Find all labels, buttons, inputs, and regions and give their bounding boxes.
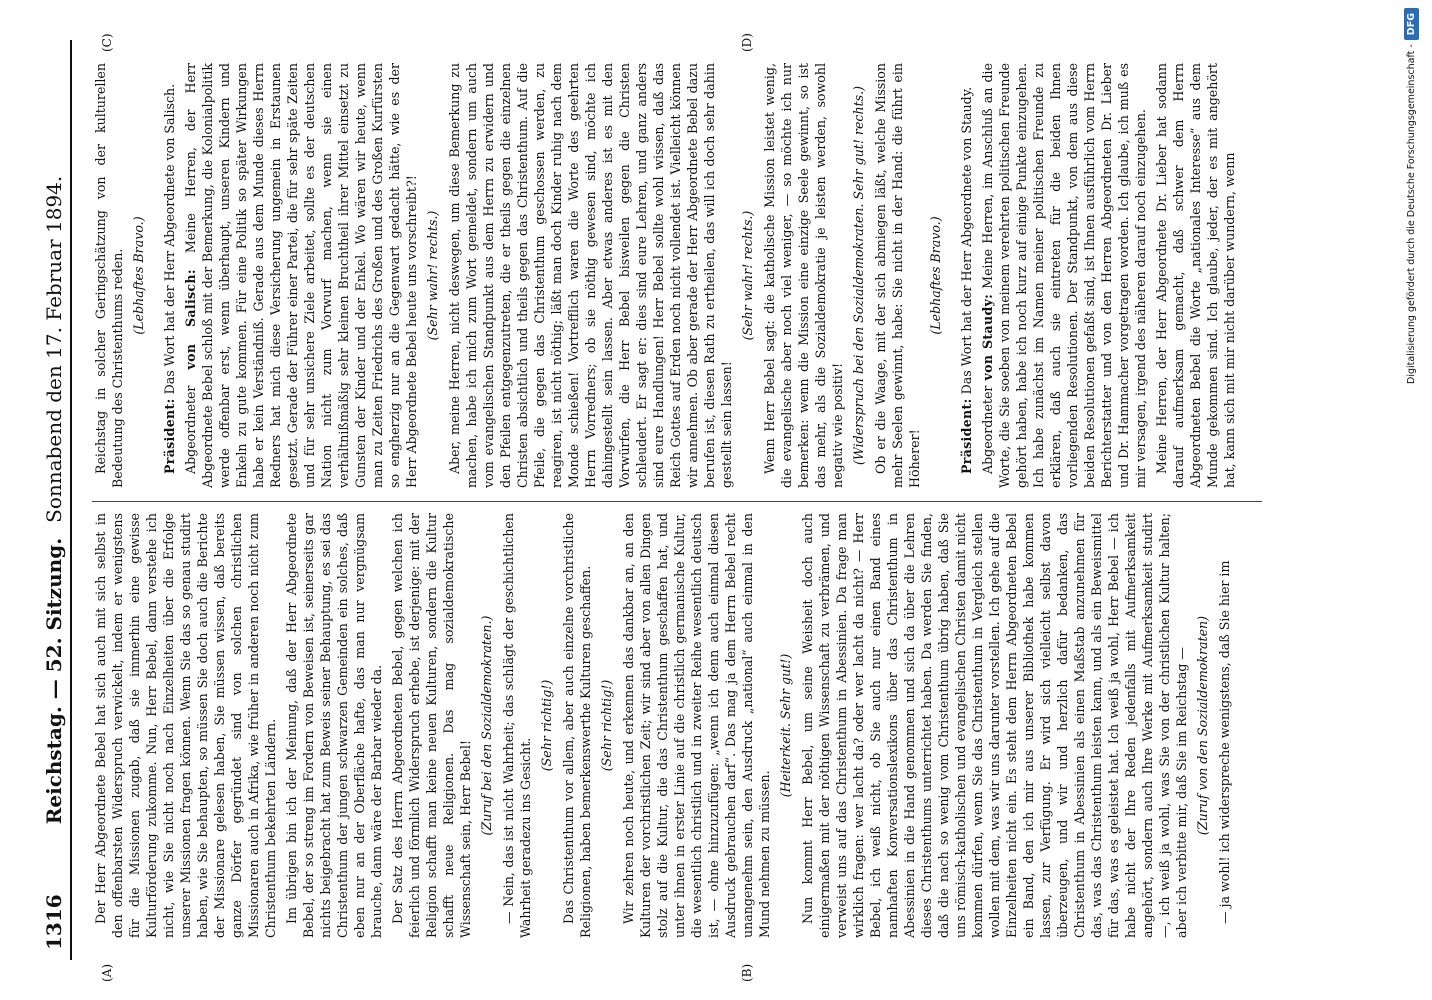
- speech-text: Das Wort hat der Herr Abgeordnete von Salisch.: [162, 83, 177, 399]
- page-number: 1316: [42, 894, 66, 950]
- digitization-footer: [1404, 8, 1426, 1000]
- session-label: Reichstag. — 52. Sitzung.: [42, 537, 66, 825]
- speaker-paragraph: [979, 63, 1149, 488]
- interjection: (Sehr wahr! rechts.): [425, 210, 440, 341]
- interjection: (Sehr richtig!): [539, 679, 554, 772]
- margin-marker-d: (D): [740, 33, 754, 52]
- speaker-role: Abgeordneter: [183, 369, 198, 474]
- speech-text: Meine Herren, der Herr Abgeordnete Bebel schloß mit der Bemerkung, die Kolonialpolitik werde offenbar erst, wenn überhaupt, unseren Kindern und Enkeln zu gute kommen. Für eine Politik so später Wirkungen habe er kein Verständniß. Gerade aus dem Munde dieses Herrn Redners hat mich diese Versicherung ungemein in Erstaunen gesetzt. Gerade der Führer einer Partei, die für sehr späte Zeiten und für sehr unsichere Ziele arbeitet, sollte es der deutschen Nation nicht zum Vorwurf machen, wenn sie einen verhältnißmäßig sehr kleinen Bruchtheil ihrer Mittel einsetzt zu Gunsten der Kinder und der Enkel. Wo wären wir heute, wenn man zu Zeiten Friedrichs des Großen und des Großen Kurfürsten so engherzig nur an die Gegenwart gedacht hätte, wie es der Herr Abgeordnete Bebel heute uns vorschreibt?!: [183, 63, 419, 488]
- paragraph: Nun kommt Herr Bebel, um seine Weisheit doch auch einigermaßen mit der nöthigen Wissenschaft zu verbrämen, und verweist uns auf das Christenthum in Abessinien. Da frage man wirklich fragen: wer lacht da? oder wer lacht da nicht? — Herr Bebel, ich weiß nicht, ob Sie auch nur einen Band eines namhaften Konversationslexikons über das Christenthum in Abessinien in die Hand genommen und sich da über die Lehren dieses Christenthums unterrichtet haben. Da werden Sie finden, daß die nach so wenig vom Christenthum übrig haben, daß Sie uns römisch-katholischen und evangelischen Christen damit nicht kommen dürfen, wenn Sie das Christenthum in Vergleich stellen wollen mit dem, was wir uns darunter vorstellen. Ich gehe auf die Einzelheiten nicht ein. Es steht dem Herrn Abgeordneten Bebel ein Band, den ich mir aus unserer Bibliothek habe kommen lassen, zur Verfügung. Er wird sich vielleicht selbst davon überzeugen, und wir und herzlich dafür bedanken, das Christenthum in Abessinien als einen Maßstab anzunehmen für das, was das Christenthum leisten kann, und als ein Beweismittel für das, was es geleistet hat. Ich weiß ja wohl, Herr Bebel — ich habe nicht der Ihre Reden jedenfalls mit Aufmerksamkeit angehört, sondern auch Ihre Werke mit Aufmerksamkeit studirt —, ich weiß ja wohl, was Sie von der christlichen Kultur halten; aber ich verbitte mir, daß Sie im Reichstag —: [800, 513, 1189, 938]
- interjection: (Sehr richtig!): [599, 679, 614, 772]
- paragraph: Das Christenthum vor allem, aber auch einzelne vorchristliche Religionen, haben bemerkenswerthe Kulturen geschaffen.: [561, 513, 593, 938]
- speaker-paragraph: [161, 63, 178, 488]
- speaker-name: Präsident:: [959, 398, 974, 474]
- right-column: [92, 63, 1272, 488]
- paragraph: Der Herr Abgeordnete Bebel hat sich auch mit sich selbst in den offenbarsten Widerspruch verwickelt, indem er wenigstens für die Missionen zugab, daß sie immerhin eine gewisse Kulturförderung zukomme. Nun, Herr Bebel, dann verstehe ich nicht, wie Sie nicht noch nach Einzelheiten über die Erfolge unserer Missionen fragen können. Wenn Sie das so genau studirt haben, wie Sie behaupten, so müssen Sie doch auch die Berichte der Missionare gelesen haben, Sie müssen wissen, daß bereits ganze Dörfer gegründet sind von solchen christlichen Missionaren auch in Afrika, wie früher in anderen noch nicht zum Christenthum bekehrten Ländern.: [93, 513, 278, 938]
- paragraph: Ob er die Waage, mit der sich abmiegen läßt, welche Mission mehr Seelen gewinnt, habe: Sie nicht in der Hand: die führt ein Höherer!: [873, 63, 922, 488]
- paragraph: Aber, meine Herren, nicht deswegen, um diese Bemerkung zu machen, habe ich mich zum Wort gemeldet, sondern um auch vom evangelischen Standpunkt aus dem Herrn zu erwidern und den Pfeilen entgegenzutreten, die er theils gegen die einzelnen Christen absichtlich und theils gegen das Christenthum. Auf die Pfeile, die gegen das Christenthum geschossen werden, zu reagiren, ist nicht nöthig; läßt man doch Kinder ruhig nach dem Monde schießen! Vortrefflich waren die Worte des geehrten Herrn Vorredners; ob sie nöthig gewesen sind, möchte ich dahingestellt sein lassen. Aber etwas anderes ist es mit den Vorwürfen, die Herr Bebel bisweilen gegen die Christen schleudert. Er sagt er: dies sind eure Lehren, und ganz anders sind eure Handlungen! Herr Bebel sollte wohl wissen, daß das Reich Gottes auf Erden noch nicht vollendet ist. Vielleicht können wir annehmen. Ob aber gerade der Herr Abgeordnete Bebel dazu berufen ist, diesen Rath zu ertheilen, das will ich doch sehr dahin gestellt sein lassen!: [447, 63, 734, 488]
- paragraph: Wir zehren noch heute, und erkennen das dankbar an, an den Kulturen der vorchristlichen Zeit; wir sind aber von allen Dingen stolz auf die Kultur, die das Christenthum geschaffen hat, und unter ihnen in erster Linie auf die christlich germanische Kultur, die wesentlich christlich und in zweiter Reihe wesentlich deutsch ist, — ohne hinzuzufügen: „wenn ich denn auch einmal diesen Ausdruck gebrauchen darf“. Das mag ja dem Herrn Bebel recht unangenehm sein, den Ausdruck „national“ auch einmal in den Mund nehmen zu müssen.: [621, 513, 772, 938]
- speaker-name: Präsident:: [162, 398, 177, 474]
- interjection: (Heiterkeit. Sehr gut!): [778, 653, 793, 798]
- speaker-role: Abgeordneter: [980, 380, 995, 474]
- speech-text: Das Wort hat der Herr Abgeordnete von Staudy.: [959, 86, 974, 399]
- left-column: [92, 513, 1272, 938]
- interjection: (Zuruf bei den Sozialdemokraten.): [479, 615, 494, 836]
- speaker-name: von Staudy:: [980, 293, 995, 381]
- paragraph: Reichstag in solcher Geringschätzung von der kulturellen Bedeutung des Christenthums reden.: [93, 63, 125, 488]
- margin-marker-b: (B): [740, 963, 754, 982]
- margin-marker-a: (A): [100, 963, 114, 982]
- interjection: (Lebhaftes Bravo.): [928, 216, 943, 335]
- paragraph: Im übrigen bin ich der Meinung, daß der Herr Abgeordnete Bebel, der so streng im Fordern von Beweisen ist, seinerseits gar nichts beigebracht hat zum Beweis seiner Behauptung, es sei das Christenthum der jungen schwarzen Gemeinden ein solches, daß eben nur an der Oberfläche hafte, das man nur vergnügsam brauche, dann wäre der Barbar wieder da.: [284, 513, 384, 938]
- paragraph: — ja wohl! ich widerspreche wenigstens, daß Sie hier im: [1217, 560, 1232, 924]
- speaker-paragraph: [958, 63, 975, 488]
- speech-text: Meine Herren, im Anschluß an die Worte, die Sie soeben von meinem verehrten politischen Freunde gehört haben, habe ich noch kurz auf einige Punkte einzugehen. Ich habe zunächst im Namen meiner politischen Freunde zu erklären, daß auch sie eintreten für die beiden Ihnen vorliegenden Resolutionen. Der Standpunkt, von dem aus diese beiden Resolutionen gefaßt sind, ist Ihnen ausführlich vom Herrn Berichterstatter und von den Herren Abgeordneten Dr. Lieber und Dr. Hammacher vorgetragen worden. Ich glaube, ich muß es mir versagen, irgend des näheren darauf noch einzugehen.: [980, 63, 1148, 488]
- speaker-paragraph: [182, 63, 420, 488]
- speaker-name: von Salisch:: [183, 269, 198, 370]
- paragraph: Meine Herren, der Herr Abgeordnete Dr. Lieber hat sodann darauf aufmerksam gemacht, daß schwer dem Herrn Abgeordneten Bebel die Worte „nationales Interesse“ aus dem Munde gekommen sind. Ich glaube, jeder, der es mit angehört hat, kann sich mit mir nicht darüber wundern, wenn: [1154, 63, 1237, 488]
- column-divider: [92, 501, 1262, 502]
- date-label: Sonnabend den 17. Februar 1894.: [42, 175, 66, 523]
- footer-text: Digitalisierung gefördert durch die Deutsche Forschungsgemeinschaft -: [1406, 44, 1417, 384]
- interjection: (Zuruf von den Sozialdemokraten): [1195, 615, 1210, 836]
- dfg-logo: DFG: [1404, 8, 1419, 40]
- interjection: (Sehr wahr! rechts.): [740, 210, 755, 341]
- page-header: [42, 40, 72, 960]
- interjection: (Widerspruch bei den Sozialdemokraten. Sehr gut! rechts.): [851, 85, 866, 466]
- paragraph: Wenn Herr Bebel sagt: die katholische Mission leistet wenig, die evangelische aber noch viel weniger, — so möchte ich nur bemerken: wenn die Mission eine einzige Seele gewinnt, so ist das mehr, als die Sozialdemokratie je leisten werden, sowohl negativ wie positiv!: [762, 63, 845, 488]
- margin-marker-c: (C): [100, 33, 114, 52]
- paragraph: — Nein, das ist nicht Wahrheit; das schlägt der geschichtlichen Wahrheit geradezu ins Gesicht.: [501, 513, 533, 938]
- paragraph: Der Satz des Herrn Abgeordneten Bebel, gegen welchen ich feierlich und förmlich Widerspruch erhebe, ist derjenige: mit der Religion schafft man keine neuen Kulturen, sondern die Kultur schafft neue Religionen. Das mag sozialdemokratische Wissenschaft sein, Herr Bebel!: [390, 513, 473, 938]
- header-title: [42, 40, 66, 960]
- interjection: (Lebhaftes Bravo.): [131, 216, 146, 335]
